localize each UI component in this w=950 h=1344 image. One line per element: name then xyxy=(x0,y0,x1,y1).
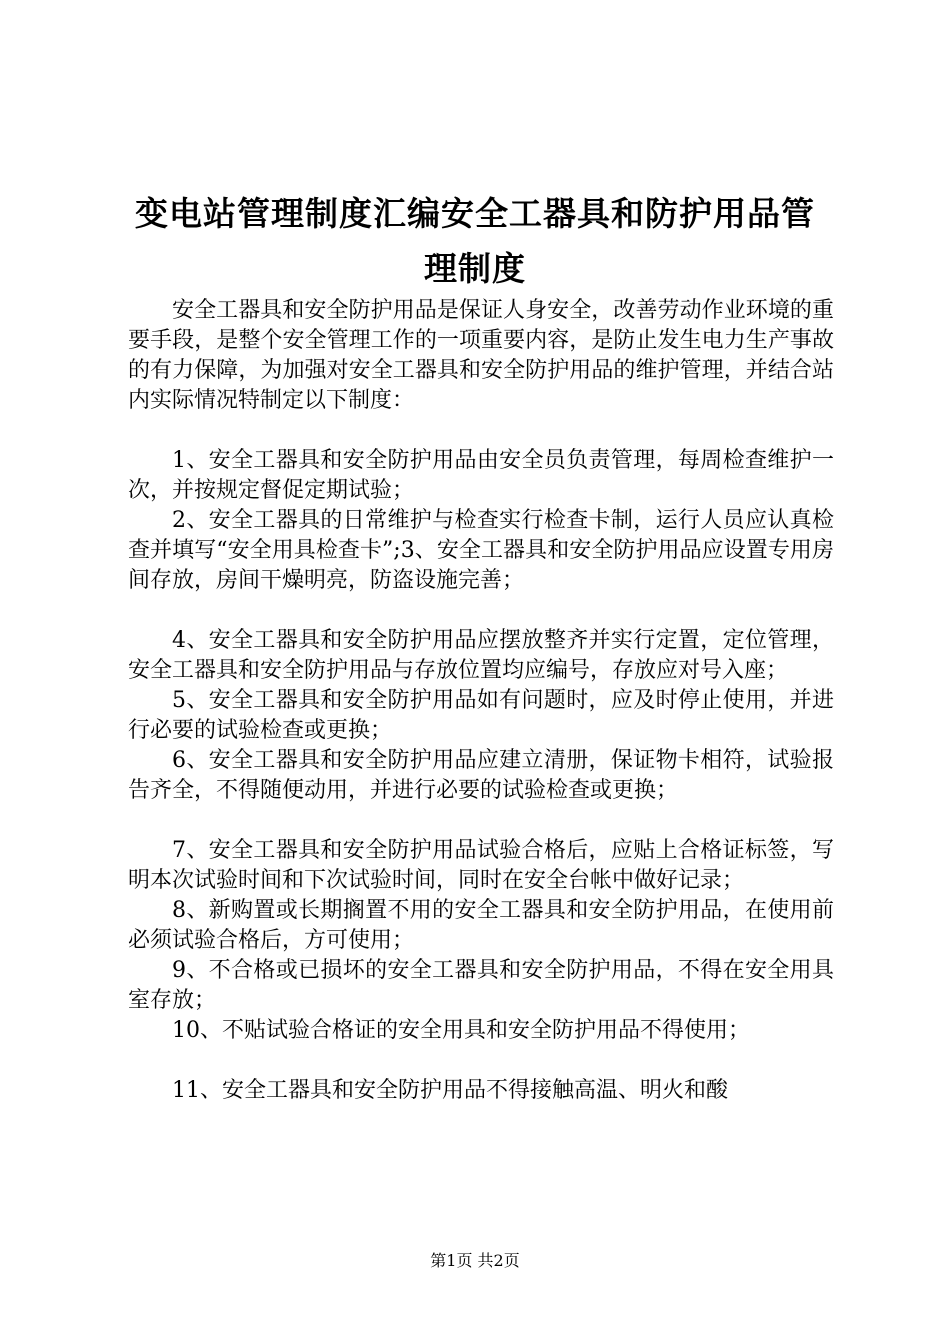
document-title-line2: 理制度 xyxy=(424,249,526,288)
paragraph-spacer xyxy=(128,806,834,836)
rule-item-6: 6、安全工器具和安全防护用品应建立清册，保证物卡相符，试验报告齐全，不得随便动用，并进行必要的试验检查或更换； xyxy=(128,748,834,803)
intro-paragraph: 安全工器具和安全防护用品是保证人身安全，改善劳动作业环境的重要手段，是整个安全管理工作的一项重要内容，是防止发生电力生产事故的有力保障，为加强对安全工器具和安全防护用品的维护管理，并结合站内实际情况特制定以下制度： xyxy=(128,298,834,413)
paragraph-spacer xyxy=(128,596,834,626)
document-title-line1: 变电站管理制度汇编安全工器具和防护用品管 xyxy=(135,194,815,233)
rule-item-9: 9、不合格或已损坏的安全工器具和安全防护用品，不得在安全用具室存放； xyxy=(128,958,834,1013)
rule-item-10: 10、不贴试验合格证的安全用具和安全防护用品不得使用； xyxy=(172,1018,750,1043)
paragraph-spacer xyxy=(128,1046,834,1076)
rule-item-8: 8、新购置或长期搁置不用的安全工器具和安全防护用品，在使用前必须试验合格后，方可使用； xyxy=(128,898,834,953)
rule-item-5: 5、安全工器具和安全防护用品如有问题时，应及时停止使用，并进行必要的试验检查或更换； xyxy=(128,688,834,743)
rule-item-7: 7、安全工器具和安全防护用品试验合格后，应贴上合格证标签，写明本次试验时间和下次试验时间，同时在安全台帐中做好记录； xyxy=(128,838,834,893)
rule-item-2-3: 2、安全工器具的日常维护与检查实行检查卡制，运行人员应认真检查并填写“安全用具检查卡”;3、安全工器具和安全防护用品应设置专用房间存放，房间干燥明亮，防盗设施完善； xyxy=(128,508,834,593)
document-body xyxy=(128,296,834,1106)
rule-item-4: 4、安全工器具和安全防护用品应摆放整齐并实行定置，定位管理，安全工器具和安全防护用品与存放位置均应编号，存放应对号入座； xyxy=(128,628,834,683)
paragraph-spacer xyxy=(128,416,834,446)
rule-item-1: 1、安全工器具和安全防护用品由安全员负责管理，每周检查维护一次，并按规定督促定期试验； xyxy=(128,448,834,503)
rule-item-11: 11、安全工器具和安全防护用品不得接触高温、明火和酸 xyxy=(172,1078,728,1103)
page-number-footer: 第1页 共2页 xyxy=(430,1251,520,1270)
